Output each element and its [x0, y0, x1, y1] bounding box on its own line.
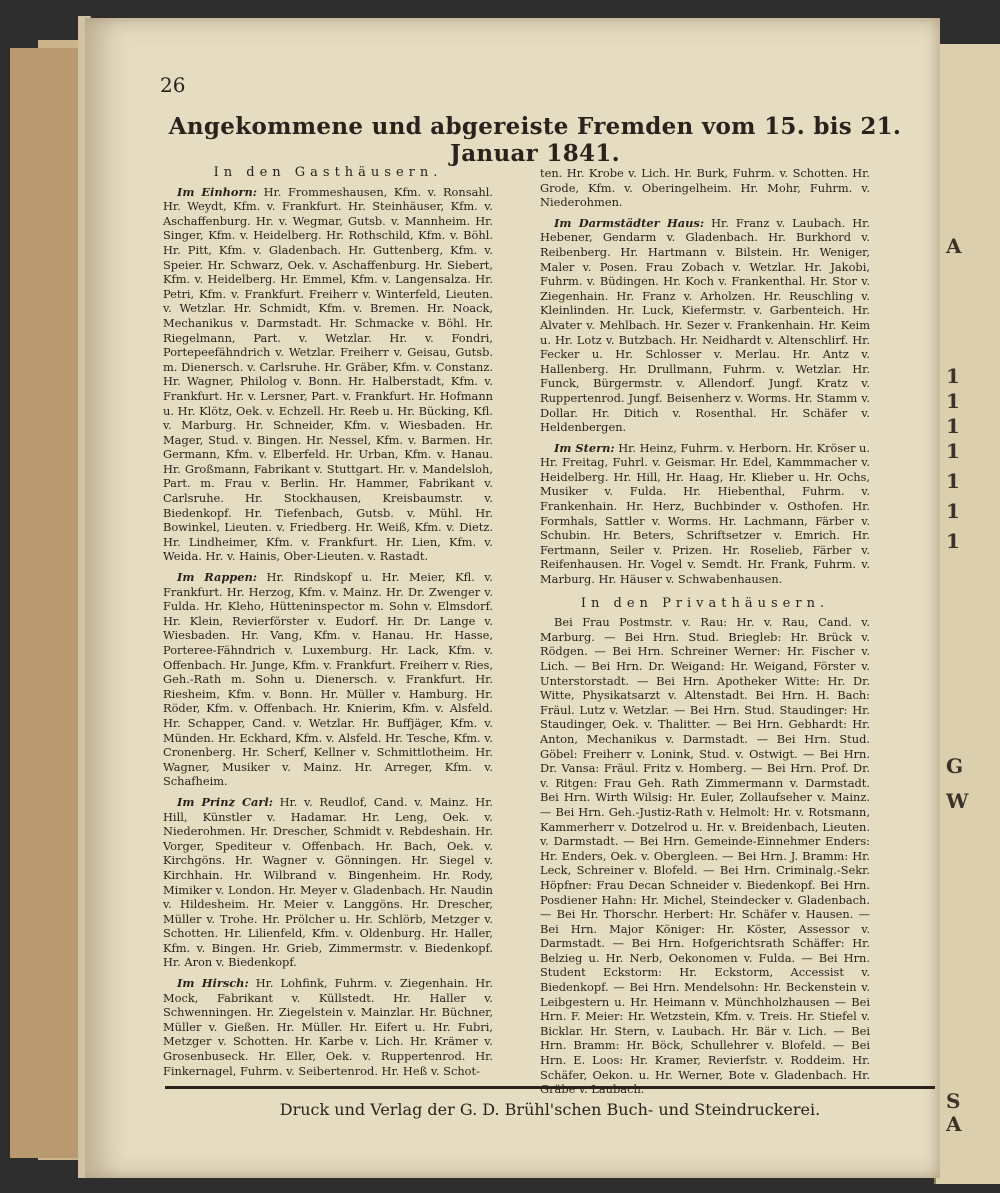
footer-rule — [165, 1086, 935, 1089]
entry-einhorn — [163, 185, 493, 564]
right-column — [540, 166, 870, 1103]
adjacent-fragment: 1 — [946, 439, 960, 463]
adjacent-fragment: S — [946, 1089, 961, 1113]
printer-imprint: Druck und Verlag der G. D. Brühl'schen Buch- und Steindruckerei. — [279, 1100, 821, 1119]
page-title: Angekommene und abgereiste Fremden vom 15. bis 21. Januar 1841. — [168, 113, 902, 167]
adjacent-fragment: A — [946, 1112, 962, 1136]
adjacent-book-page — [934, 44, 1000, 1184]
adjacent-fragment: 1 — [946, 499, 960, 523]
adjacent-fragment: 1 — [946, 469, 960, 493]
house-name: Im Darmstädter Haus: — [554, 215, 705, 230]
section-heading-privathaeuser: In den Privathäusern. — [580, 595, 830, 611]
adjacent-fragment: G — [946, 754, 964, 778]
left-column — [163, 166, 493, 1084]
house-name: Im Einhorn: — [177, 184, 257, 199]
adjacent-fragment: 1 — [946, 389, 960, 413]
house-name: Im Hirsch: — [177, 976, 249, 991]
entry-stern — [540, 441, 870, 587]
adjacent-fragment: 1 — [946, 529, 960, 553]
entry-rappen — [163, 570, 493, 789]
entry-text: Hr. Rindskopf u. Hr. Meier, Kfl. v. Frankfurt. Hr. Herzog, Kfm. v. Mainz. Hr. Dr. Zwenger v. Fulda. Hr. Kleho, Hütteninspector m. Sohn v. Elmsdorf. Hr. Klein, Revierförster v. Eudorf. Hr. Dr. Lange v. Wiesbaden. Hr. Vang, Kfm. v. Hanau. Hr. Hasse, Porteree-Fähndrich v. Luxemburg. Hr. Lack, Kfm. v. Offenbach. Hr. Junge, Kfm. v. Frankfurt. Freiherr v. Ries, Geh.-Rath m. Sohn u. Dienersch. v. Frankfurt. Hr. Riesheim, Kfm. v. Bonn. Hr. Müller v. Hamburg. Hr. Röder, Kfm. v. Offenbach. Hr. Knierim, Kfm. v. Alsfeld. Hr. Schapper, Cand. v. Wetzlar. Hr. Buffjäger, Kfm. v. Münden. Hr. Eckhard, Kfm. v. Alsfeld. Hr. Tesche, Kfm. v. Cronenberg. Hr. Scherf, Kellner v. Schmittlotheim. Hr. Wagner, Musiker v. Mainz. Hr. Arreger, Kfm. v. Schafheim. — [163, 570, 494, 789]
newspaper-page — [85, 18, 940, 1178]
entry-text: ten. Hr. Krobe v. Lich. Hr. Burk, Fuhrm. v. Schotten. Hr. Grode, Kfm. v. Oberingelheim. Hr. Mohr, Fuhrm. v. Niederohmen. — [540, 166, 870, 210]
adjacent-fragment: A — [946, 234, 962, 258]
entry-darmstaedter-haus — [540, 216, 870, 435]
house-name: Im Prinz Carl: — [177, 794, 273, 809]
entry-text: Hr. v. Reudlof, Cand. v. Mainz. Hr. Hill, Künstler v. Hadamar. Hr. Leng, Oek. v. Niederohmen. Hr. Drescher, Schmidt v. Rebdeshain. Hr. Vorger, Spediteur v. Offenbach. Hr. Bach, Oek. v. Kirchgöns. Hr. Wagner v. Gönningen. Hr. Siegel v. Kirchhain. Hr. Wilbrand v. Bingenheim. Hr. Rody, Mimiker v. London. Hr. Meyer v. Gladenbach. Hr. Naudin v. Hildesheim. Hr. Meier v. Langgöns. Hr. Drescher, Müller v. Trohe. Hr. Prölcher u. Hr. Schlörb, Metzger v. Schotten. Hr. Lilienfeld, Kfm. v. Oldenburg. Hr. Haller, Kfm. v. Bingen. Hr. Grieb, Zimmermstr. v. Biedenkopf. Hr. Aron v. Biedenkopf. — [163, 794, 494, 970]
adjacent-fragment: 1 — [946, 414, 960, 438]
section-heading-gasthaeuser: In den Gasthäusern. — [213, 165, 443, 180]
entry-text: Hr. Heinz, Fuhrm. v. Herborn. Hr. Kröser u. Hr. Freitag, Fuhrl. v. Geismar. Hr. Edel, Kammmacher v. Heidelberg. Hr. Hill, Hr. Haag, Hr. Klieber u. Hr. Ochs, Musiker v. Fulda. Hr. Hiebenthal, Fuhrm. v. Frankenhain. Hr. Herz, Buchbinder v. Osthofen. Hr. Formhals, Sattler v. Worms. Hr. Lachmann, Färber v. Schubin. Hr. Beters, Schriftsetzer v. Emrich. Hr. Fertmann, Seiler v. Prizen. Hr. Roselieb, Färber v. Reifenhausen. Hr. Vogel v. Semdt. Hr. Frank, Fuhrm. v. Marburg. Hr. Häuser v. Schwabenhausen. — [540, 440, 870, 587]
page-number: 26 — [160, 73, 186, 97]
entry-text: Hr. Frommeshausen, Kfm. v. Ronsahl. Hr. Weydt, Kfm. v. Frankfurt. Hr. Steinhäuser, Kfm. v. Aschaffenburg. Hr. v. Wegmar, Gutsb. v. Mannheim. Hr. Singer, Kfm. v. Heidelberg. Hr. Rothschild, Kfm. v. Böhl. Hr. Pitt, Kfm. v. Gladenbach. Hr. Guttenberg, Kfm. v. Speier. Hr. Schwarz, Oek. v. Aschaffenburg. Hr. Siebert, Kfm. v. Heidelberg. Hr. Emmel, Kfm. v. Langensalza. Hr. Petri, Kfm. v. Frankfurt. Freiherr v. Winterfeld, Lieuten. v. Wetzlar. Hr. Schmidt, Kfm. v. Bremen. Hr. Noack, Mechanikus v. Darmstadt. Hr. Schmacke v. Böhl. Hr. Riegelmann, Part. v. Wetzlar. Hr. v. Fondri, Portepeefähndrich v. Wetzlar. Freiherr v. Geisau, Gutsb. m. Dienersch. v. Carlsruhe. Hr. Gräber, Kfm. v. Constanz. Hr. Wagner, Philolog v. Bonn. Hr. Halberstadt, Kfm. v. Frankfurt. Hr. v. Lersner, Part. v. Frankfurt. Hr. Hofmann u. Hr. Klötz, Oek. v. Echzell. Hr. Reeb u. Hr. Bücking, Kfl. v. Marburg. Hr. Schneider, Kfm. v. Wiesbaden. Hr. Mager, Stud. v. Bingen. Hr. Nessel, Kfm. v. Barmen. Hr. Germann, Kfm. v. Elberfeld. Hr. Urban, Kfm. v. Hanau. Hr. Großmann, Fabrikant v. Stuttgart. Hr. v. Mandelsloh, Part. m. Frau v. Berlin. Hr. Hammer, Fabrikant v. Carlsruhe. Hr. Stockhausen, Kreisbaumstr. v. Biedenkopf. Hr. Tiefenbach, Gutsb. v. Mühl. Hr. Bowinkel, Lieuten. v. Friedberg. Hr. Weiß, Kfm. v. Dietz. Hr. Lindheimer, Kfm. v. Frankfurt. Hr. Lien, Kfm. v. Weida. Hr. v. Hainis, Ober-Lieuten. v. Rastadt. — [163, 184, 493, 564]
entry-continuation — [540, 166, 870, 210]
entry-text: Hr. Franz v. Laubach. Hr. Hebener, Gendarm v. Gladenbach. Hr. Burkhord v. Reibenberg. Hr. Hartmann v. Bilstein. Hr. Weniger, Maler v. Posen. Frau Zobach v. Wetzlar. Hr. Jakobi, Fuhrm. v. Büdingen. Hr. Koch v. Frankenthal. Hr. Stor v. Ziegenhain. Hr. Franz v. Arholzen. Hr. Reuschling v. Kleinlinden. Hr. Luck, Kiefermstr. v. Garbenteich. Hr. Alvater v. Mehlbach. Hr. Sezer v. Frankenhain. Hr. Keim u. Hr. Lotz v. Butzbach. Hr. Neidhardt v. Altenschlirf. Hr. Fecker u. Hr. Schlosser v. Merlau. Hr. Antz v. Hallenberg. Hr. Drullmann, Fuhrm. v. Wetzlar. Hr. Funck, Bürgermstr. v. Allendorf. Jungf. Kratz v. Ruppertenrod. Jungf. Beisenherz v. Worms. Hr. Stamm v. Dollar. Hr. Ditich v. Rosenthal. Hr. Schäfer v. Heldenbergen. — [540, 215, 870, 435]
entry-private: Bei Frau Postmstr. v. Rau: Hr. v. Rau, Cand. v. Marburg. — Bei Hrn. Stud. Briegleb: Hr. Brück v. Rödgen. — Bei Hrn. Schreiner Werner: Hr. Fischer v. Lich. — Bei Hrn. Dr. Weigand: Hr. Weigand, Förster v. Unterstorstadt. — Bei Hrn. Apotheker Witte: Hr. Dr. Witte, Physikatsarzt v. Altenstadt. Bei Hrn. H. Bach: Fräul. Lutz v. Wetzlar. — Bei Hrn. Stud. Staudinger: Hr. Staudinger, Oek. v. Thalitter. — Bei Hrn. Gebhardt: Hr. Anton, Mechanikus v. Darmstadt. — Bei Hrn. Stud. Göbel: Freiherr v. Lonink, Stud. v. Ostwigt. — Bei Hrn. Dr. Vansa: Fräul. Fritz v. Homberg. — Bei Hrn. Prof. Dr. v. Ritgen: Frau Geh. Rath Zimmermann v. Darmstadt. Bei Hrn. Wirth Wilsig: Hr. Euler, Zollaufseher v. Mainz. — Bei Hrn. Geh.-Justiz-Rath v. Helmolt: Hr. v. Rotsmann, Kammerherr v. Dotzelrod u. Hr. v. Breidenbach, Lieuten. v. Darmstadt. — Bei Hrn. Gemeinde-Einnehmer Enders: Hr. Enders, Oek. v. Obergleen. — Bei Hrn. J. Bramm: Hr. Leck, Schreiner v. Blofeld. — Bei Hrn. Criminalg.-Sekr. Höpfner: Frau Decan Schneider v. Biedenkopf. Bei Hrn. Posdiener Hahn: Hr. Michel, Steindecker v. Gladenbach. — Bei Hr. Thorschr. Herbert: Hr. Schäfer v. Hausen. — Bei Hrn. Major Königer: Hr. Köster, Assessor v. Darmstadt. — Bei Hrn. Hofgerichtsrath Schäffer: Hr. Belzieg u. Hr. Nerb, Oekonomen v. Fulda. — Bei Hrn. Student Eckstorm: Hr. Eckstorm, Accessist v. Biedenkopf. — Bei Hrn. Mendelsohn: Hr. Beckenstein v. Leibgestern u. Hr. Heimann v. Münchholzhausen — Bei Hrn. F. Meier: Hr. Wetzstein, Kfm. v. Treis. Hr. Stiefel v. Bicklar. Hr. Stern, v. Laubach. Hr. Bär v. Lich. — Bei Hrn. Bramm: Hr. Böck, Schullehrer v. Blofeld. — Bei Hrn. E. Loos: Hr. Kramer, Revierfstr. v. Roddeim. Hr. Schäfer, Oekon. u. Hr. Werner, Bote v. Gladenbach. Hr. Gräbe v. Laubach. — [540, 615, 870, 1097]
entry-prinz-carl — [163, 795, 493, 970]
entry-text: Hr. Lohfink, Fuhrm. v. Ziegenhain. Hr. Mock, Fabrikant v. Küllstedt. Hr. Haller v. Schwenningen. Hr. Ziegelstein v. Mainzlar. Hr. Büchner, Müller v. Gießen. Hr. Müller. Hr. Eifert u. Hr. Fubri, Metzger v. Schotten. Hr. Karbe v. Lich. Hr. Krämer v. Grosenbuseck. Hr. Eller, Oek. v. Ruppertenrod. Hr. Finkernagel, Fuhrm. v. Seibertenrod. Hr. Heß v. Schot- — [163, 976, 493, 1078]
house-name: Im Rappen: — [177, 570, 258, 585]
house-name: Im Stern: — [554, 440, 615, 455]
adjacent-fragment: W — [946, 789, 969, 813]
entry-hirsch — [163, 976, 493, 1078]
adjacent-fragment: 1 — [946, 364, 960, 388]
